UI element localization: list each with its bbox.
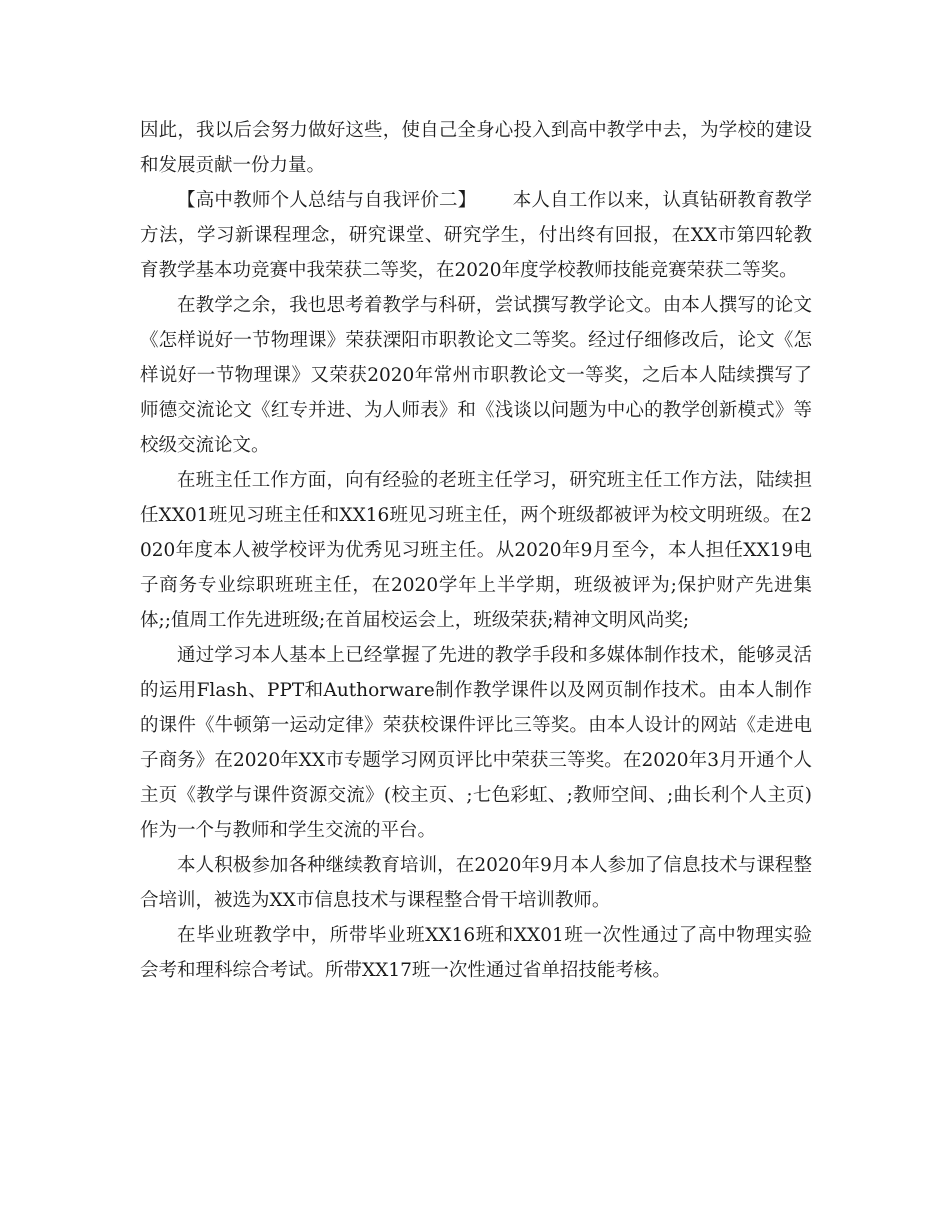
section-two-text: 本人自工作以来，认真钻研教育教学方法，学习新课程理念，研究课堂、研究学生，付出终有回报，在XX市第四轮教育教学基本功竞赛中我荣获二等奖，在2020年度学校教师技能竞赛荣获二等奖。: [140, 190, 812, 281]
paragraph-research: 在教学之余，我也思考着教学与科研，尝试撰写教学论文。由本人撰写的论文《怎样说好一节物理课》荣获溧阳市职教论文二等奖。经过仔细修改后，论文《怎样说好一节物理课》又荣获2020年常州市职教论文一等奖，之后本人陆续撰写了师德交流论文《红专并进、为人师表》和《浅谈以问题为中心的教学创新模式》等校级交流论文。: [140, 295, 812, 456]
paragraph-section-two: [140, 183, 812, 288]
document-body: [140, 113, 812, 988]
paragraph-intro-closing: 因此，我以后会努力做好这些，使自己全身心投入到高中教学中去，为学校的建设和发展贡献一份力量。: [140, 120, 812, 176]
paragraph-class-teacher: 在班主任工作方面，向有经验的老班主任学习，研究班主任工作方法，陆续担任XX01班见习班主任和XX16班见习班主任，两个班级都被评为校文明班级。在2020年度本人被学校评为优秀见习班主任。从2020年9月至今，本人担任XX19电子商务专业综职班班主任，在2020学年上半学期，班级被评为;保护财产先进集体;;值周工作先进班级;在首届校运会上，班级荣获;精神文明风尚奖;: [140, 470, 812, 631]
paragraph-training: 本人积极参加各种继续教育培训，在2020年9月本人参加了信息技术与课程整合培训，被选为XX市信息技术与课程整合骨干培训教师。: [140, 855, 812, 911]
section-heading: 【高中教师个人总结与自我评价二】: [177, 190, 477, 211]
paragraph-multimedia: 通过学习本人基本上已经掌握了先进的教学手段和多媒体制作技术，能够灵活的运用Flash、PPT和Authorware制作教学课件以及网页制作技术。由本人制作的课件《牛顿第一运动定律》荣获校课件评比三等奖。由本人设计的网站《走进电子商务》在2020年XX市专题学习网页评比中荣获三等奖。在2020年3月开通个人主页《教学与课件资源交流》(校主页、;七色彩虹、;教师空间、;曲长利个人主页)作为一个与教师和学生交流的平台。: [140, 645, 812, 841]
paragraph-graduating-class: 在毕业班教学中，所带毕业班XX16班和XX01班一次性通过了高中物理实验会考和理科综合考试。所带XX17班一次性通过省单招技能考核。: [140, 925, 812, 981]
